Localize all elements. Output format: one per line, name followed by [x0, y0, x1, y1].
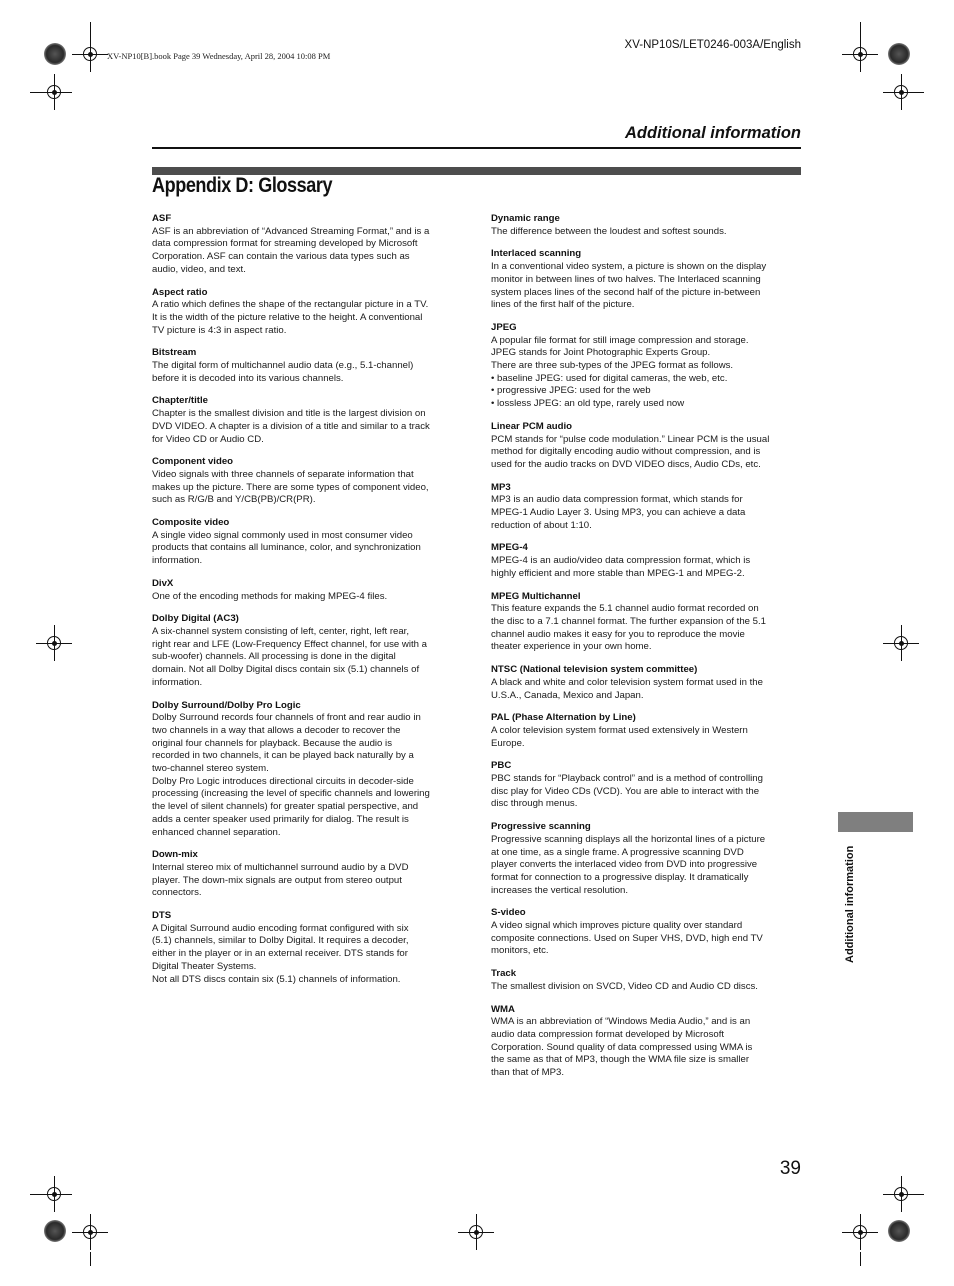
glossary-definition [491, 226, 803, 239]
definition-line: products that contains all luminance, color, and synchronization [152, 542, 421, 554]
definition-line: format for connection to a progressive display. It dramatically [491, 871, 749, 883]
glossary-term: WMA [491, 1003, 515, 1015]
glossary-definition [152, 226, 464, 277]
crop-disc-icon [888, 1220, 910, 1242]
glossary-term: PAL (Phase Alternation by Line) [491, 712, 636, 724]
glossary-entry [152, 395, 464, 446]
definition-line: Internal stereo mix of multichannel surround audio by a DVD [152, 861, 409, 873]
glossary-definition [491, 981, 803, 994]
definition-line: Corporation. ASF can contain the various data types such as [152, 251, 410, 263]
glossary-definition [491, 261, 803, 312]
glossary-entry [491, 421, 803, 472]
definition-line: either in the player or in an external receiver. DTS stands for [152, 948, 408, 960]
glossary-term: Dynamic range [491, 213, 560, 224]
definition-line: increases the vertical resolution. [491, 884, 629, 896]
crop-line [912, 92, 924, 93]
definition-line: Video signals with three channels of separate information that [152, 468, 414, 480]
definition-line: such as R/G/B and Y/CB(PB)/CR(PR). [152, 494, 316, 506]
glossary-entry [152, 849, 464, 900]
crop-line [30, 1194, 42, 1195]
definition-line: ASF is an abbreviation of “Advanced Streaming Format,” and is a [152, 225, 430, 237]
glossary-entry [491, 712, 803, 750]
glossary-definition [152, 408, 464, 446]
glossary-entry [152, 910, 464, 986]
glossary-entry [152, 578, 464, 603]
definition-line: Not all DTS discs contain six (5.1) channels of information. [152, 973, 401, 985]
definition-line: JPEG stands for Joint Photographic Experts Group. [491, 347, 711, 359]
definition-line: Digital Theater Systems. [152, 960, 257, 972]
glossary-term: Track [491, 968, 517, 980]
definition-line: method for digitally encoding audio without compression, and is [491, 446, 761, 458]
glossary-term: MPEG-4 [491, 542, 528, 554]
glossary-definition [491, 494, 803, 532]
definition-line: the disc to a 7.1 channel format. The further expansion of the 5.1 [491, 615, 767, 627]
definition-line: A black and white and color television system format used in the [491, 676, 763, 688]
definition-line: recorded in two channels, it can be played back naturally by a [152, 750, 414, 762]
glossary-entry [491, 968, 803, 993]
glossary-term: MPEG Multichannel [491, 590, 581, 602]
glossary-definition [491, 1016, 803, 1080]
glossary-term: Dolby Digital (AC3) [152, 613, 239, 625]
crop-line [90, 22, 91, 36]
glossary-entry [491, 760, 803, 811]
definition-line: A video signal which improves picture quality over standard [491, 920, 743, 932]
definition-line: Corporation. Sound quality of data compressed using WMA is [491, 1041, 753, 1053]
glossary-term: Down-mix [152, 849, 198, 861]
definition-line: One of the encoding methods for making MPEG-4 files. [152, 590, 388, 602]
glossary-entry [491, 591, 803, 655]
definition-line: at one time, as a single frame. A progressive scanning DVD [491, 846, 744, 858]
definition-line: DVD VIDEO. A chapter is a division of a title and similar to a track [152, 420, 430, 432]
definition-line: Dolby Pro Logic introduces directional circuits in decoder-side [152, 775, 414, 787]
definition-line: disc play for Video CDs (VCD). You are able to interact with the [491, 785, 760, 797]
glossary-definition [491, 555, 803, 580]
glossary-term: Progressive scanning [491, 821, 591, 833]
glossary-left-column [152, 213, 464, 996]
glossary-entry [152, 613, 464, 689]
definition-line: Progressive scanning displays all the horizontal lines of a picture [491, 833, 766, 845]
glossary-term: MP3 [491, 481, 511, 493]
glossary-term: DivX [152, 577, 174, 589]
definition-line: monitors, etc. [491, 945, 549, 957]
definition-line: right rear and LFE (Low-Frequency Effect channel, for use with a [152, 638, 427, 650]
definition-line: enhanced channel separation. [152, 826, 281, 838]
glossary-definition [152, 626, 464, 690]
glossary-entry [491, 213, 803, 238]
glossary-entry [491, 248, 803, 312]
definition-line: A Digital Surround audio encoding format configured with six [152, 922, 409, 934]
definition-line: It is the width of the picture relative to the height. A conventional [152, 311, 423, 323]
definition-line: MP3 is an audio data compression format, which stands for [491, 494, 743, 506]
crop-disc-icon [44, 43, 66, 65]
crop-disc-icon [888, 43, 910, 65]
definition-line: theater experience in your own home. [491, 641, 652, 653]
glossary-definition [491, 434, 803, 472]
definition-line: information. [152, 676, 203, 688]
definition-line: two-channel stereo system. [152, 763, 269, 775]
definition-line: makes up the picture. There are some types of component video, [152, 481, 429, 493]
glossary-right-column [491, 213, 803, 1090]
definition-line: adds a center speaker used primarily for dialog. The result is [152, 813, 409, 825]
definition-line: processing (increasing the level of specific channels and lowering [152, 788, 430, 800]
definition-line: used for the audio tracks on DVD VIDEO discs, Audio CDs, etc. [491, 458, 761, 470]
definition-line: A color television system format used extensively in Western [491, 724, 748, 736]
glossary-definition [152, 862, 464, 900]
definition-line: PCM stands for “pulse code modulation.” Linear PCM is the usual [491, 433, 770, 445]
glossary-definition [152, 469, 464, 507]
definition-line: system places lines of the second half of the picture in-between [491, 286, 761, 298]
glossary-term: JPEG [491, 321, 517, 333]
glossary-definition [152, 360, 464, 385]
glossary-entry [491, 542, 803, 580]
definition-line: In a conventional video system, a picture is shown on the display [491, 261, 767, 273]
side-tab [838, 812, 913, 832]
glossary-term: Interlaced scanning [491, 248, 582, 260]
definition-line: channel audio makes it easy for you to reproduce the movie [491, 628, 745, 640]
definition-line: than that of MP3. [491, 1067, 565, 1079]
definition-line: The difference between the loudest and softest sounds. [491, 225, 727, 237]
definition-line: reduction of about 1:10. [491, 519, 592, 531]
document-code: XV-NP10S/LET0246-003A/English [624, 39, 801, 51]
glossary-term: Component video [152, 456, 234, 468]
glossary-entry [152, 700, 464, 840]
definition-line: This feature expands the 5.1 channel audio format recorded on [491, 603, 759, 615]
definition-line: Chapter is the smallest division and title is the largest division on [152, 408, 426, 420]
crop-line [90, 1252, 91, 1266]
definition-line: Dolby Surround records four channels of front and rear audio in [152, 712, 421, 724]
definition-line: highly efficient and more stable than MPEG-1 and MPEG-2. [491, 567, 745, 579]
glossary-entry [491, 821, 803, 897]
definition-line: connectors. [152, 887, 202, 899]
crop-line [860, 1252, 861, 1266]
glossary-term: NTSC (National television system committee) [491, 664, 698, 676]
glossary-term: S-video [491, 907, 526, 919]
definition-line: information. [152, 555, 203, 567]
definition-line: The digital form of multichannel audio data (e.g., 5.1-channel) [152, 360, 414, 372]
glossary-definition [491, 773, 803, 811]
glossary-entry [152, 517, 464, 568]
definition-line: monitor in between lines of two halves. The Interlaced scanning [491, 273, 761, 285]
glossary-entry [152, 456, 464, 507]
crop-disc-icon [44, 1220, 66, 1242]
definition-line: Europe. [491, 737, 525, 749]
glossary-term: Dolby Surround/Dolby Pro Logic [152, 699, 301, 711]
glossary-entry [491, 907, 803, 958]
definition-line: before it is decoded into its various channels. [152, 372, 344, 384]
definition-line: player. The down-mix signals are output from stereo output [152, 874, 402, 886]
definition-line: data compression format for streaming developed by Microsoft [152, 238, 418, 250]
crop-line [912, 1194, 924, 1195]
book-info: XV-NP10[B].book Page 39 Wednesday, April 28, 2004 10:08 PM [107, 51, 331, 61]
definition-line: MPEG-4 is an audio/video data compression format, which is [491, 555, 751, 567]
definition-line: disc through menus. [491, 798, 578, 810]
crop-line [30, 92, 42, 93]
page-title: Appendix D: Glossary [152, 174, 333, 197]
definition-line: TV picture is 4:3 in aspect ratio. [152, 324, 287, 336]
definition-line: composite connections. Used on Super VHS, DVD, high end TV [491, 932, 763, 944]
glossary-definition [491, 834, 803, 898]
glossary-entry [491, 482, 803, 533]
glossary-entry [491, 664, 803, 702]
definition-line: lines of the first half of the picture. [491, 299, 635, 311]
glossary-term: ASF [152, 213, 172, 224]
definition-line: WMA is an abbreviation of “Windows Media Audio,” and is an [491, 1016, 751, 1028]
definition-line: the level of silent channels) for greater spatial perspective, and [152, 801, 419, 813]
page-number: 39 [779, 1158, 801, 1179]
glossary-entry [152, 347, 464, 385]
glossary-entry [152, 213, 464, 277]
glossary-definition [491, 603, 803, 654]
glossary-term: Composite video [152, 517, 230, 529]
definition-line: (5.1) channels, similar to Dolby Digital. It requires a decoder, [152, 935, 409, 947]
glossary-term: Linear PCM audio [491, 420, 573, 432]
glossary-definition [152, 712, 464, 839]
glossary-definition [152, 591, 464, 604]
crop-line [860, 22, 861, 36]
definition-line: PBC stands for “Playback control” and is a method of controlling [491, 773, 763, 785]
definition-line: audio data compression format developed by Microsoft [491, 1028, 725, 1040]
definition-line: The smallest division on SVCD, Video CD and Audio CD discs. [491, 980, 758, 992]
glossary-entry [152, 287, 464, 338]
glossary-definition [491, 677, 803, 702]
glossary-definition [152, 530, 464, 568]
definition-line: original four channels for playback. Because the audio is [152, 737, 392, 749]
glossary-definition [152, 299, 464, 337]
definition-line: two channels in a way that allows a decoder to recover the [152, 724, 401, 736]
definition-line: A popular file format for still image compression and storage. [491, 334, 749, 346]
glossary-term: Bitstream [152, 347, 197, 359]
definition-line: There are three sub-types of the JPEG format as follows. [491, 360, 734, 372]
section-title: Additional information [625, 124, 801, 142]
definition-line: • progressive JPEG: used for the web [491, 385, 651, 397]
glossary-term: Aspect ratio [152, 286, 208, 298]
definition-line: A ratio which defines the shape of the rectangular picture in a TV. [152, 299, 429, 311]
glossary-entry [491, 322, 803, 411]
definition-line: domain. Not all Dolby Digital discs contain six (5.1) channels of [152, 664, 420, 676]
glossary-definition [491, 920, 803, 958]
glossary-term: DTS [152, 910, 172, 922]
glossary-term: PBC [491, 760, 512, 772]
header-divider [152, 147, 801, 149]
definition-line: sub-woofer) channels. All processing is done in the digital [152, 651, 396, 663]
glossary-definition [152, 923, 464, 987]
definition-line: • baseline JPEG: used for digital cameras, the web, etc. [491, 372, 728, 384]
definition-line: player converts the interlaced video from DVD into progressive [491, 859, 758, 871]
definition-line: U.S.A., Canada, Mexico and Japan. [491, 689, 644, 701]
definition-line: MPEG-1 Audio Layer 3. Using MP3, you can achieve a data [491, 507, 746, 519]
definition-line: • lossless JPEG: an old type, rarely used now [491, 398, 685, 410]
definition-line: the same as that of MP3, though the WMA file size is smaller [491, 1054, 750, 1066]
definition-line: A single video signal commonly used in most consumer video [152, 529, 413, 541]
side-tab-label: Additional information [844, 845, 856, 963]
glossary-entry [491, 1004, 803, 1080]
glossary-definition [491, 725, 803, 750]
definition-line: audio, video, and text. [152, 263, 246, 275]
glossary-term: Chapter/title [152, 395, 208, 407]
definition-line: A six-channel system consisting of left, center, right, left rear, [152, 625, 410, 637]
glossary-definition [491, 335, 803, 411]
definition-line: for Video CD or Audio CD. [152, 433, 264, 445]
